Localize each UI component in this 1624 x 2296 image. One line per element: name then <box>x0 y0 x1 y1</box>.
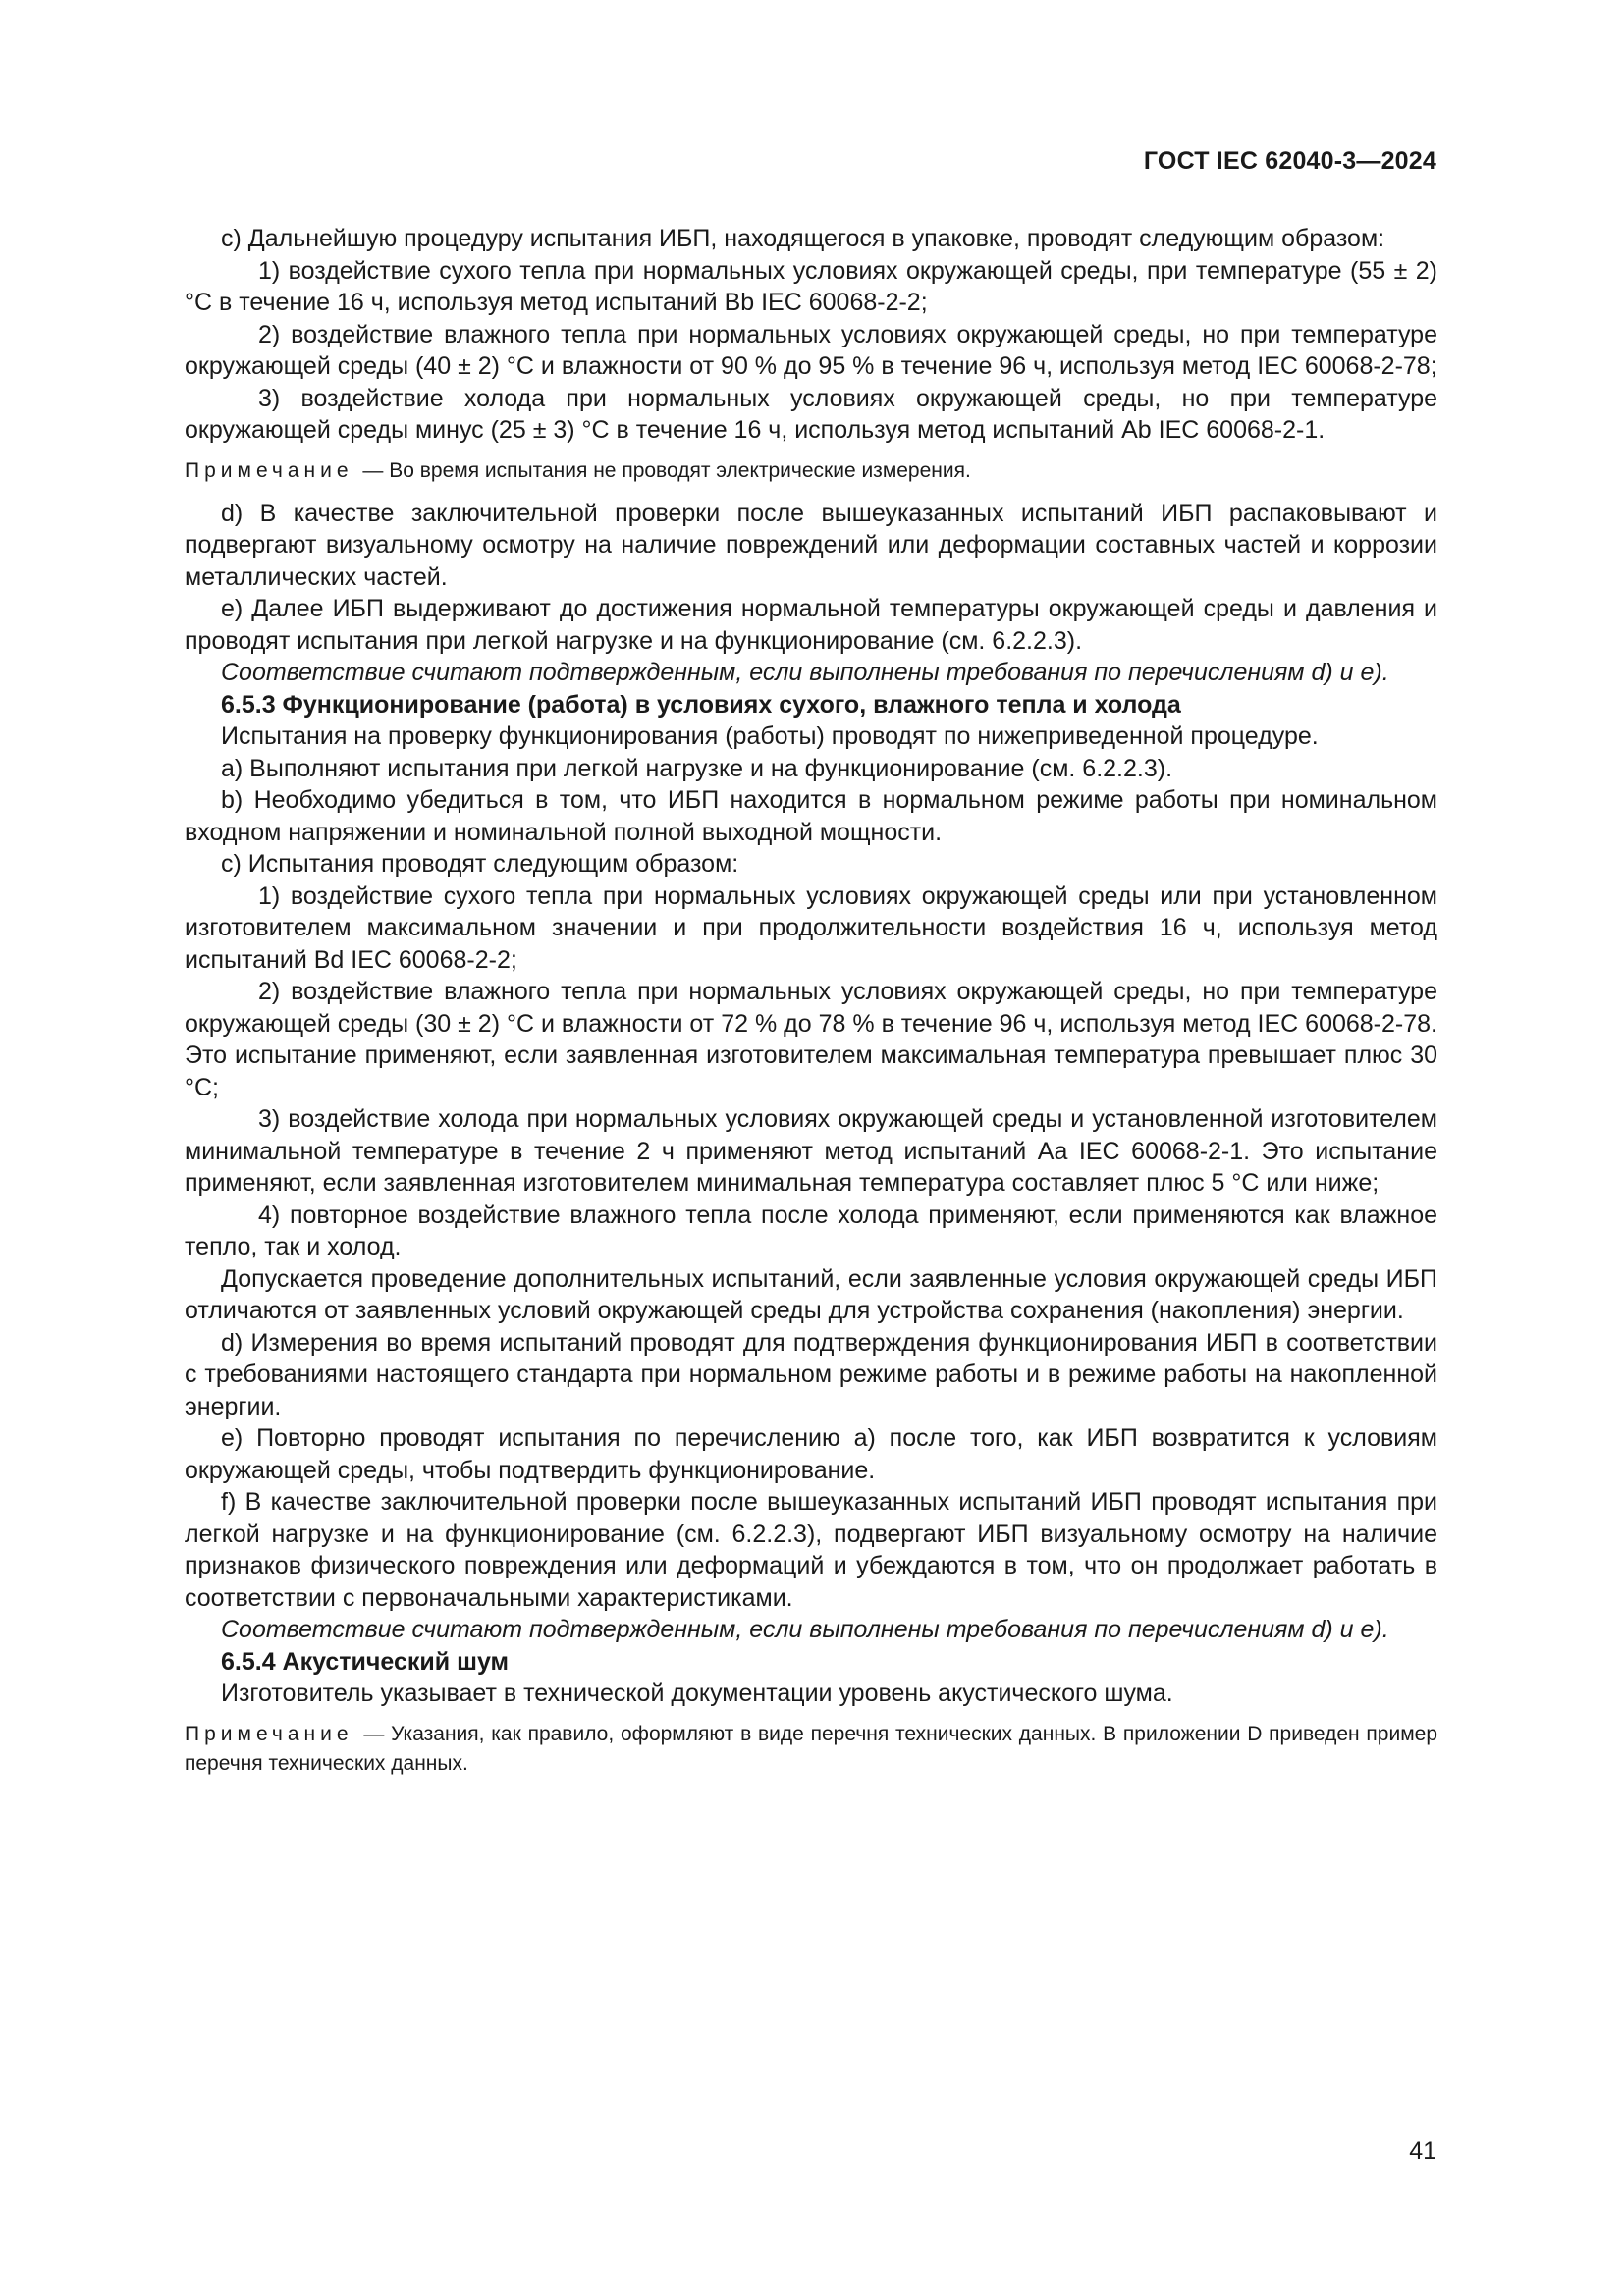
list-item-1: 1) воздействие сухого тепла при нормальных условиях окружающей среды, при температуре (55 ± 2) °С в течение 16 ч, используя метод испытаний Bb IEC 60068-2-2; <box>185 256 1437 316</box>
note-label: Примечание <box>185 458 353 482</box>
paragraph-b: b) Необходимо убедиться в том, что ИБП находится в нормальном режиме работы при номинальном входном напряжении и номинальной полной выходной мощности. <box>185 786 1437 846</box>
note-text: — Во время испытания не проводят электрические измерения. <box>362 458 971 482</box>
paragraph-c-packaged: c) Дальнейшую процедуру испытания ИБП, находящегося в упаковке, проводят следующим образом: <box>221 225 1385 252</box>
paragraph-intro: Испытания на проверку функционирования (работы) проводят по нижеприведенной процедуре. <box>221 722 1319 750</box>
paragraph-a: a) Выполняют испытания при легкой нагрузке и на функционирование (см. 6.2.2.3). <box>221 754 1173 782</box>
paragraph-noise: Изготовитель указывает в технической документации уровень акустического шума. <box>221 1680 1173 1707</box>
list-item-1: 1) воздействие сухого тепла при нормальных условиях окружающей среды или при установленном изготовителем максимальном значении и при продолжительности воздействия 16 ч, используя метод испытаний Bd IEC 60068-2-2; <box>185 881 1437 974</box>
paragraph-e-conditioning: e) Далее ИБП выдерживают до достижения нормальной температуры окружающей среды и давления и проводят испытания при легкой нагрузке и на функционирование (см. 6.2.2.3). <box>185 595 1437 655</box>
list-item-3: 3) воздействие холода при нормальных условиях окружающей среды, но при температуре окружающей среды минус (25 ± 3) °С в течение 16 ч, используя метод испытаний Ab IEC 60068-2-1. <box>185 384 1437 444</box>
list-item-2: 2) воздействие влажного тепла при нормальных условиях окружающей среды, но при температуре окружающей среды (30 ± 2) °С и влажности от 72 % до 78 % в течение 96 ч, используя метод IEC 60068-2-78. Это испытание применяют, если заявленная изготовителем максимальная температура превышает плюс 30 °С; <box>185 978 1437 1101</box>
section-heading-6-5-4: 6.5.4 Акустический шум <box>221 1647 510 1676</box>
paragraph-c: c) Испытания проводят следующим образом: <box>221 850 739 878</box>
compliance-statement: Соответствие считают подтвержденным, если выполнены требования по перечислениям d) и e). <box>221 659 1389 686</box>
note <box>185 1720 1437 1779</box>
note <box>185 456 1437 486</box>
paragraph-d-inspection: d) В качестве заключительной проверки после вышеуказанных испытаний ИБП распаковывают и подвергают визуальному осмотру на наличие повреждений или деформации составных частей и коррозии металлических частей. <box>185 499 1437 591</box>
paragraph-e: e) Повторно проводят испытания по перечислению a) после того, как ИБП возвратится к условиям окружающей среды, чтобы подтвердить функционирование. <box>185 1424 1437 1484</box>
paragraph-additional-tests: Допускается проведение дополнительных испытаний, если заявленные условия окружающей среды ИБП отличаются от заявленных условий окружающей среды для устройства сохранения (накопления) энергии. <box>185 1264 1437 1324</box>
document-body <box>185 223 1437 1790</box>
page-number: 41 <box>1409 2137 1436 2164</box>
note-text: — Указания, как правило, оформляют в виде перечня технических данных. В приложении D приведен пример перечня технических данных. <box>185 1722 1437 1775</box>
note-label: Примечание <box>185 1722 353 1745</box>
document-header: ГОСТ IEC 62040-3—2024 <box>1143 147 1436 175</box>
list-item-4: 4) повторное воздействие влажного тепла после холода применяют, если применяются как влажное тепло, так и холод. <box>185 1201 1437 1260</box>
list-item-2: 2) воздействие влажного тепла при нормальных условиях окружающей среды, но при температуре окружающей среды (40 ± 2) °С и влажности от 90 % до 95 % в течение 96 ч, используя метод IEC 60068-2-78; <box>185 320 1437 380</box>
section-heading-6-5-3: 6.5.3 Функционирование (работа) в условиях сухого, влажного тепла и холода <box>221 690 1181 719</box>
compliance-statement: Соответствие считают подтвержденным, если выполнены требования по перечислениям d) и e). <box>221 1616 1389 1643</box>
paragraph-d: d) Измерения во время испытаний проводят для подтверждения функционирования ИБП в соответствии с требованиями настоящего стандарта при нормальном режиме работы и в режиме работы на накопленной энергии. <box>185 1328 1437 1420</box>
list-item-3: 3) воздействие холода при нормальных условиях окружающей среды и установленной изготовителем минимальной температуре в течение 2 ч применяют метод испытаний Aa IEC 60068-2-1. Это испытание применяют, если заявленная изготовителем минимальная температура составляет плюс 5 °С или ниже; <box>185 1105 1437 1197</box>
paragraph-f: f) В качестве заключительной проверки после вышеуказанных испытаний ИБП проводят испытания при легкой нагрузке и на функционирование (см. 6.2.2.3), подвергают ИБП визуальному осмотру на наличие признаков физического повреждения или деформаций и убеждаются в том, что он продолжает работать в соответствии с первоначальными характеристиками. <box>185 1488 1437 1612</box>
